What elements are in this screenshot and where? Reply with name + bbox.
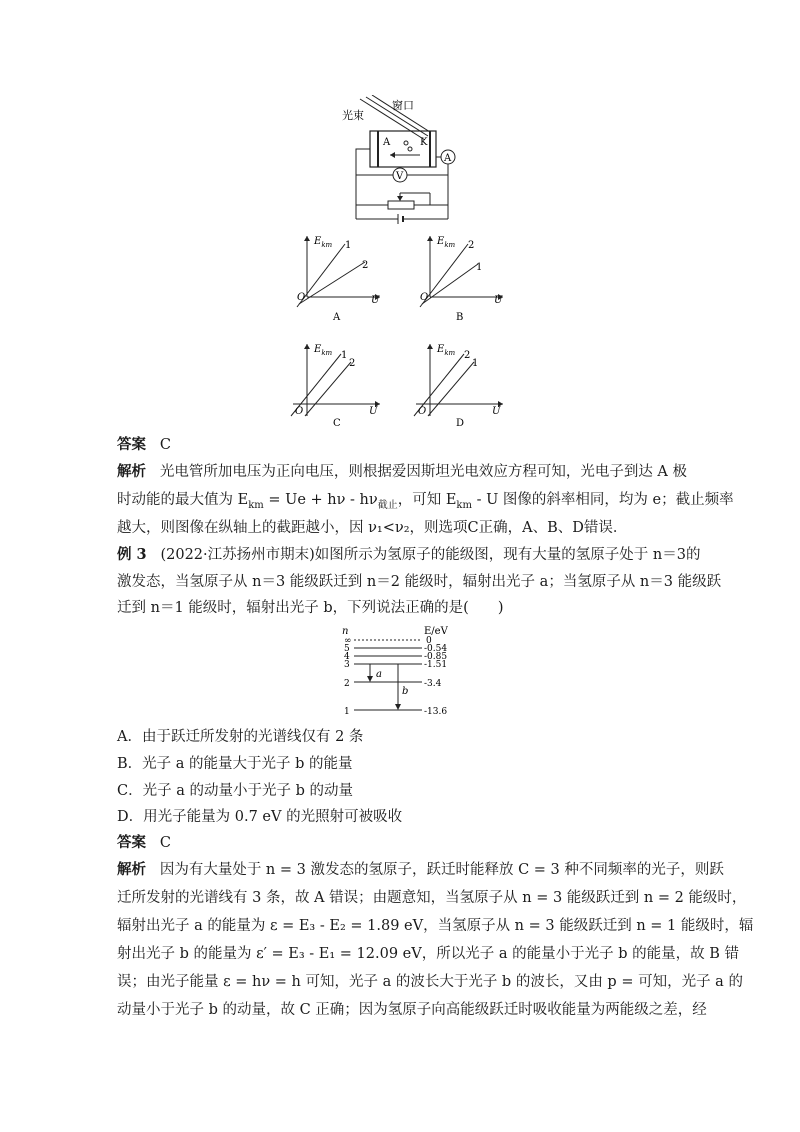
level-inf-e: 0	[426, 636, 432, 646]
analysis-1-line-1	[117, 462, 687, 482]
graph-c-x-label: U	[369, 406, 378, 417]
voltmeter-label: V	[396, 171, 404, 182]
e-axis-label: E/eV	[424, 626, 448, 637]
level-3-n: 3	[344, 660, 350, 670]
analysis-2-line-4: 射出光子 b 的能量为 ε′ = E₃ - E₁ = 12.09 eV，所以光子 a 的能量小于光子 b 的能量，故 B 错	[117, 946, 739, 962]
analysis-2-line-3: 辐射出光子 a 的能量为 ε = E₃ - E₂ = 1.89 eV，当氢原子从 n = 3 能级跃迁到 n = 1 能级时，辐	[117, 918, 754, 934]
analysis-2-line-6: 动量小于光子 b 的动量，故 C 正确；因为氢原子向高能级跃迁时吸收能量为两能级之差，经	[117, 1002, 707, 1018]
level-inf-n: ∞	[344, 636, 352, 646]
graph-b-line2-label: 1	[476, 262, 483, 273]
example-line-2: 激发态，当氢原子从 n＝3 能级跃迁到 n＝2 能级时，辐射出光子 a；当氢原子从 n＝3 能级跃	[117, 574, 722, 590]
answer-2	[117, 833, 171, 853]
graph-b-line1-label: 2	[468, 240, 475, 251]
example-line-3: 迁到 n＝1 能级时，辐射出光子 b，下列说法正确的是( )	[117, 600, 504, 616]
graph-d-y-label: $E_{km}$	[437, 344, 456, 357]
analysis-2-line-2: 迁所发射的光谱线有 3 条，故 A 错误；由题意知，当氢原子从 n = 3 能级跃迁到 n = 2 能级时，	[117, 890, 747, 906]
graph-b	[408, 232, 513, 324]
photoelectric-circuit-diagram	[330, 95, 470, 225]
option-a: A．由于跃迁所发射的光谱线仅有 2 条	[117, 729, 364, 745]
analysis-1-sub-cutoff: 截止	[377, 499, 398, 511]
example-line-1	[117, 545, 700, 565]
graph-a-caption: A	[333, 312, 341, 323]
example-label: 例 3	[117, 546, 147, 563]
graph-d-x-label: U	[492, 406, 501, 417]
window-label: 窗口	[392, 99, 414, 112]
answer-1-label: 答案	[117, 436, 146, 453]
graph-c-origin: O	[295, 406, 304, 417]
analysis-2-line-5: 误；由光子能量 ε = hν = h 可知，光子 a 的波长大于光子 b 的波长，又由 p = 可知，光子 a 的	[117, 974, 743, 990]
graph-a-line1-label: 1	[345, 240, 352, 251]
graph-d-caption: D	[456, 418, 465, 428]
example-text-1: (2022·江苏扬州市期末)如图所示为氢原子的能级图，现有大量的氢原子处于 n＝3的	[160, 547, 701, 563]
analysis-1-label: 解析	[117, 463, 146, 480]
answer-2-label: 答案	[117, 834, 146, 851]
option-b: B．光子 a 的能量大于光子 b 的能量	[117, 756, 353, 772]
ammeter-label: A	[444, 153, 452, 164]
graph-a-x-label: U	[371, 295, 380, 306]
analysis-1-sub-km-2: km	[456, 499, 472, 511]
n-axis-label: n	[342, 626, 349, 637]
option-d: D．用光子能量为 0.7 eV 的光照射可被吸收	[117, 809, 403, 825]
level-1-e: -13.6	[424, 707, 448, 717]
graph-b-x-label: U	[494, 295, 503, 306]
graph-b-y-label: $E_{km}$	[437, 236, 456, 249]
graph-a-y-label: $E_{km}$	[314, 236, 333, 249]
analysis-2-text-1: 因为有大量处于 n = 3 激发态的氢原子，跃迁时能释放 C = 3 种不同频率的光子，则跃	[159, 862, 724, 878]
arrow-b-label: b	[402, 686, 409, 697]
graph-c-y-label: $E_{km}$	[314, 344, 333, 357]
graph-d-origin: O	[418, 406, 427, 417]
anode-label: A	[383, 137, 391, 148]
level-3-e: -1.51	[424, 660, 448, 670]
arrow-a-label: a	[376, 669, 382, 680]
light-beam-label: 光束	[342, 109, 364, 122]
level-2-e: -3.4	[424, 679, 442, 689]
graph-a	[285, 232, 390, 324]
graph-d-line2-label: 1	[472, 358, 479, 369]
option-c: C．光子 a 的动量小于光子 b 的动量	[117, 783, 353, 799]
graph-a-line2-label: 2	[362, 260, 369, 271]
level-4-n: 4	[344, 652, 350, 662]
graph-c-line1-label: 1	[341, 350, 348, 361]
level-1-n: 1	[344, 707, 350, 717]
level-4-e: -0.85	[424, 652, 448, 662]
analysis-1-text-2a: 时动能的最大值为 E	[117, 492, 249, 508]
graph-c-line2-label: 2	[349, 358, 356, 369]
analysis-1-line-3: 越大，则图像在纵轴上的截距越小，因 ν₁<ν₂，则选项C正确，A、B、D错误．	[117, 520, 628, 536]
graph-a-origin: O	[297, 292, 306, 303]
answer-1-value: C	[159, 437, 171, 453]
level-5-e: -0.54	[424, 644, 448, 654]
analysis-1-line-2	[117, 490, 734, 516]
analysis-1-text-2e: ，可知 E	[397, 492, 457, 508]
answer-2-value: C	[159, 835, 171, 851]
energy-level-diagram	[338, 624, 468, 720]
analysis-1-text-2g: - U 图像的斜率相同，均为 e；截止频率	[471, 492, 734, 508]
graph-c	[285, 340, 390, 428]
answer-1	[117, 435, 171, 455]
level-2-n: 2	[344, 679, 350, 689]
analysis-2-label: 解析	[117, 861, 146, 878]
graph-d	[408, 340, 513, 428]
graph-b-origin: O	[420, 292, 429, 303]
graph-d-line1-label: 2	[464, 350, 471, 361]
level-5-n: 5	[344, 644, 350, 654]
analysis-1-sub-km: km	[248, 499, 264, 511]
analysis-1-text-1: 光电管所加电压为正向电压，则根据爱因斯坦光电效应方程可知，光电子到达 A 极	[159, 464, 688, 480]
analysis-2-line-1	[117, 860, 724, 880]
cathode-label: K	[420, 137, 428, 148]
graph-c-caption: C	[333, 418, 341, 428]
analysis-1-text-2c: = Ue + hν - hν	[263, 492, 378, 508]
graph-b-caption: B	[456, 312, 464, 323]
